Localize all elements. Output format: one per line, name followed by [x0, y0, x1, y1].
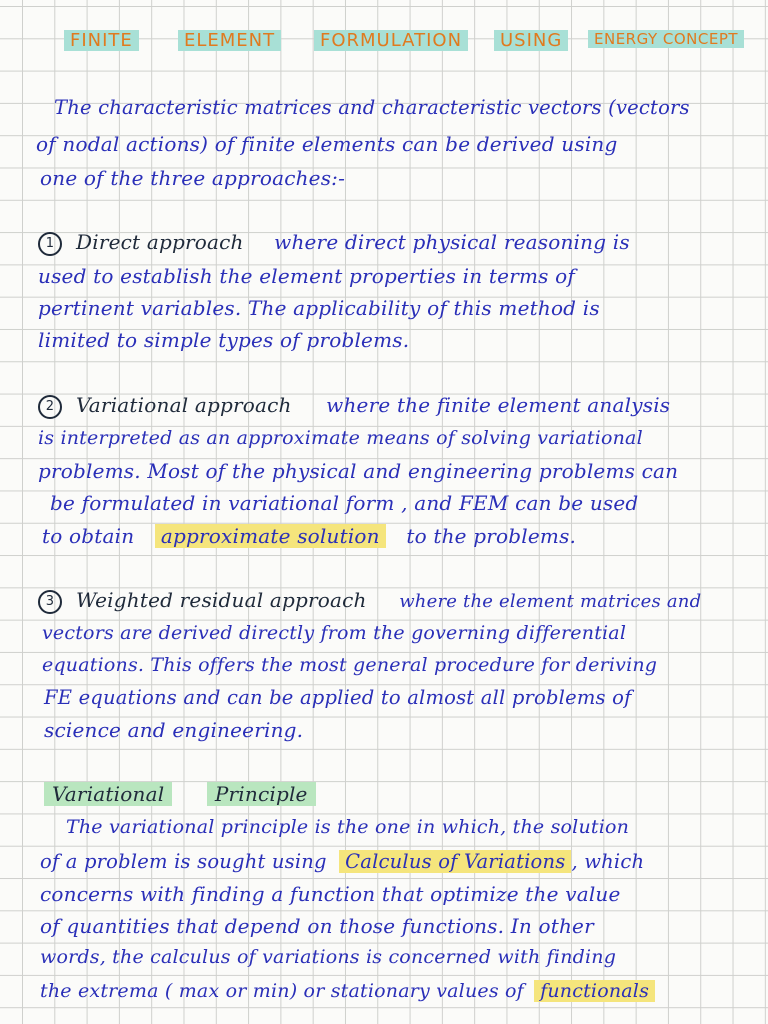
item-direct-approach — [38, 230, 768, 256]
intro-line: one of the three approaches:- — [40, 166, 346, 190]
item-text: where the element matrices and — [399, 591, 702, 612]
item-number: 2 — [38, 395, 62, 419]
para-text: of a problem is sought using — [40, 850, 327, 873]
highlight-functionals: functionals — [534, 980, 655, 1002]
title-word: ENERGY CONCEPT — [588, 30, 744, 48]
item-heading: Variational approach — [76, 393, 292, 417]
highlight-approximate-solution: approximate solution — [155, 524, 386, 548]
heading-word: Variational — [44, 782, 172, 806]
item-heading: Direct approach — [76, 230, 244, 254]
item-text: where direct physical reasoning is — [274, 230, 630, 254]
item-line: pertinent variables. The applicability of this method is — [38, 296, 600, 320]
item-line: science and engineering. — [44, 718, 304, 742]
item-line: limited to simple types of problems. — [38, 328, 410, 352]
item-text: where the finite element analysis — [326, 393, 671, 417]
intro-line: of nodal actions) of finite elements can be derived using — [36, 132, 618, 156]
item-line: is interpreted as an approximate means of solving variational — [38, 427, 643, 449]
item-heading: Weighted residual approach — [76, 588, 367, 612]
title-word: ELEMENT — [178, 30, 281, 51]
item-variational-approach — [38, 393, 768, 419]
title-word: USING — [494, 30, 568, 51]
item-line — [42, 524, 768, 548]
item-line: used to establish the element properties in terms of — [38, 264, 575, 288]
para-line: The variational principle is the one in which, the solution — [66, 816, 630, 838]
item-text: to obtain — [42, 524, 135, 548]
title-word: FORMULATION — [314, 30, 468, 51]
highlight-calculus-of-variations: Calculus of Variations — [339, 850, 571, 873]
intro-line: The characteristic matrices and characteristic vectors (vectors — [54, 96, 690, 119]
item-weighted-residual — [38, 588, 768, 614]
item-line: equations. This offers the most general procedure for deriving — [42, 654, 658, 676]
title-word: FINITE — [64, 30, 139, 51]
para-line — [40, 980, 768, 1002]
item-line: FE equations and can be applied to almost all problems of — [44, 686, 632, 709]
item-text: to the problems. — [406, 524, 577, 548]
item-number: 1 — [38, 232, 62, 256]
heading-word: Principle — [207, 782, 316, 806]
para-line: of quantities that depend on those functions. In other — [40, 914, 594, 938]
para-line: concerns with finding a function that optimize the value — [40, 882, 621, 906]
section-heading-variational-principle — [44, 782, 768, 806]
item-line: problems. Most of the physical and engineering problems can — [38, 459, 679, 483]
para-line — [40, 850, 768, 873]
para-text: the extrema ( max or min) or stationary values of — [40, 980, 524, 1002]
item-line: vectors are derived directly from the governing differential — [42, 622, 627, 644]
item-line: be formulated in variational form , and FEM can be used — [50, 491, 639, 515]
para-text: , which — [571, 850, 645, 873]
para-line: words, the calculus of variations is concerned with finding — [40, 946, 617, 968]
item-number: 3 — [38, 590, 62, 614]
